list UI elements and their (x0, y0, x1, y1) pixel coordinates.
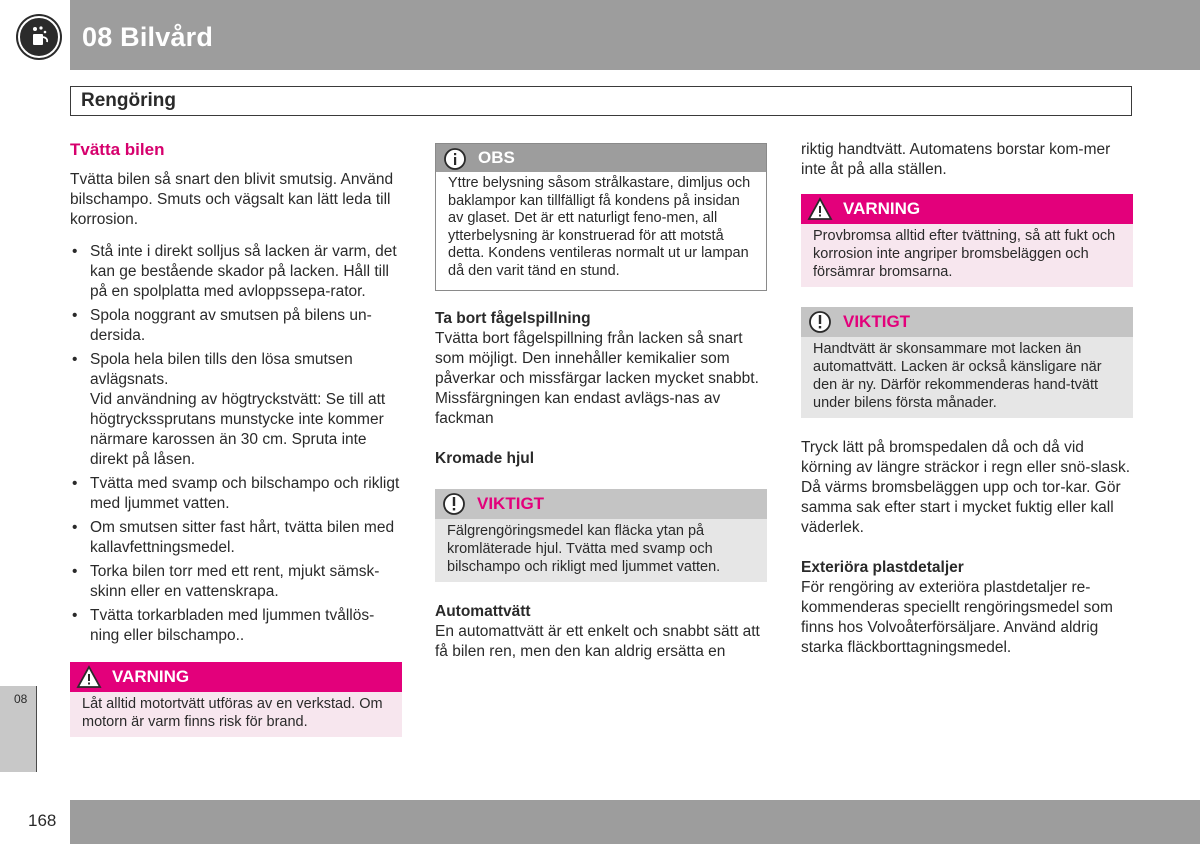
car-wash-icon (18, 16, 60, 58)
column-2 (435, 143, 767, 662)
important-label: VIKTIGT (843, 312, 911, 331)
header-icon-area (0, 0, 70, 70)
header-bar (70, 0, 1200, 70)
intro-paragraph: Tvätta bilen så snart den blivit smutsig. Använd bilschampo. Smuts och vägsalt kan lätt leda till korrosion. (70, 171, 394, 228)
section-title: Rengöring (81, 90, 176, 111)
important-callout-wheels (435, 489, 767, 582)
heading-automatic-wash: Automattvätt (435, 603, 531, 620)
list-item: • Spola hela bilen tills den lösa smutsen avlägsnats. Vid användning av högtryckstvätt: Se till att högtryckssprutans munstycke inte kommer närmare karossen än 30 cm. Spruta inte direkt på låsen. (70, 350, 402, 470)
continued-text: riktig handtvätt. Automatens borstar kom-mer inte åt på alla ställen. (801, 141, 1111, 178)
warning-text: Provbromsa alltid efter tvättning, så att fukt och korrosion inte angriper bromsbeläggen och försämrar bromsarna. (801, 224, 1133, 287)
important-text: Fälgrengöringsmedel kan fläcka ytan på kromläterade hjul. Tvätta med svamp och bilschampo och rikligt med ljummet vatten. (435, 519, 767, 582)
important-callout-handwash (801, 307, 1133, 418)
list-item: • Om smutsen sitter fast hårt, tvätta bilen med kallavfettningsmedel. (70, 518, 402, 558)
obs-callout (435, 143, 767, 291)
heading-tvatta-bilen: Tvätta bilen (70, 140, 165, 159)
warning-callout-engine-wash (70, 662, 402, 737)
info-icon (442, 147, 468, 171)
heading-bird-droppings: Ta bort fågelspillning (435, 310, 591, 327)
obs-text: Yttre belysning såsom strålkastare, dimljus och baklampor kan tillfälligt få kondens på insidan av glaset. Det är ett naturligt feno-men, all ytterbelysning är konstruerad för att motstå detta. Kondens ventileras normalt ut ur lampan då den varit tänd en stund. (436, 172, 766, 290)
column-1 (70, 140, 402, 737)
heading-chrome-wheels: Kromade hjul (435, 450, 535, 467)
exclamation-icon (807, 310, 833, 334)
section-title-box (70, 86, 1132, 116)
warning-triangle-icon (807, 197, 833, 221)
list-item: • Tvätta med svamp och bilschampo och rikligt med ljummet vatten. (70, 474, 402, 514)
bird-droppings-text: Tvätta bort fågelspillning från lacken så snart som möjligt. Den innehåller kemikalier som påverkar och missfärgar lacken mycket snabbt. Missfärgningen kan endast avlägs-nas av fackman (435, 330, 759, 427)
chapter-title: 08 Bilvård (82, 22, 214, 52)
high-pressure-note: Vid användning av högtryckstvätt: Se till att högtryckssprutans munstycke inte kommer närmare karossen än 30 cm. Spruta inte direkt på låsen. (90, 391, 386, 468)
page-number: 168 (28, 811, 57, 830)
column-3 (801, 140, 1133, 658)
footer-bar (70, 800, 1200, 844)
list-item: • Stå inte i direkt solljus så lacken är varm, det kan ge bestående skador på lacken. Håll till på en spolplatta med avloppssepa-rator. (70, 242, 402, 302)
heading-exterior-plastics: Exteriöra plastdetaljer (801, 559, 964, 576)
obs-label: OBS (478, 148, 515, 167)
exterior-plastics-text: För rengöring av exteriöra plastdetaljer re-kommenderas speciellt rengöringsmedel som finns hos Volvoåterförsäljare. Använd aldrig starka fläckborttagningsmedel. (801, 579, 1113, 656)
warning-label: VARNING (112, 667, 190, 686)
automatic-wash-text: En automattvätt är ett enkelt och snabbt sätt att få bilen ren, men den kan aldrig ersätta en (435, 623, 760, 660)
warning-text: Låt alltid motortvätt utföras av en verkstad. Om motorn är varm finns risk för brand. (70, 692, 402, 737)
side-tab-label: 08 (14, 692, 28, 706)
warning-triangle-icon (76, 665, 102, 689)
exclamation-icon (441, 492, 467, 516)
important-text: Handtvätt är skonsammare mot lacken än automattvätt. Lacken är också känsligare när den är ny. Därför rekommenderas hand-tvätt under bilens första månader. (801, 337, 1133, 418)
list-item: • Spola noggrant av smutsen på bilens un-dersida. (70, 306, 402, 346)
list-item: • Torka bilen torr med ett rent, mjukt sämsk-skinn eller en vattenskrapa. (70, 562, 402, 602)
warning-label: VARNING (843, 199, 921, 218)
washing-bullet-list (70, 242, 402, 646)
brake-pedal-text: Tryck lätt på bromspedalen då och då vid körning av längre sträckor i regn eller snö-slask. Då värms bromsbeläggen upp och tor-kar. Gör samma sak efter start i mycket fuktig eller kall väderlek. (801, 439, 1131, 536)
list-item: • Tvätta torkarbladen med ljummen tvållös-ning eller bilschampo.. (70, 606, 402, 646)
warning-callout-brakes (801, 194, 1133, 287)
important-label: VIKTIGT (477, 494, 545, 513)
chapter-side-tab (0, 686, 37, 772)
